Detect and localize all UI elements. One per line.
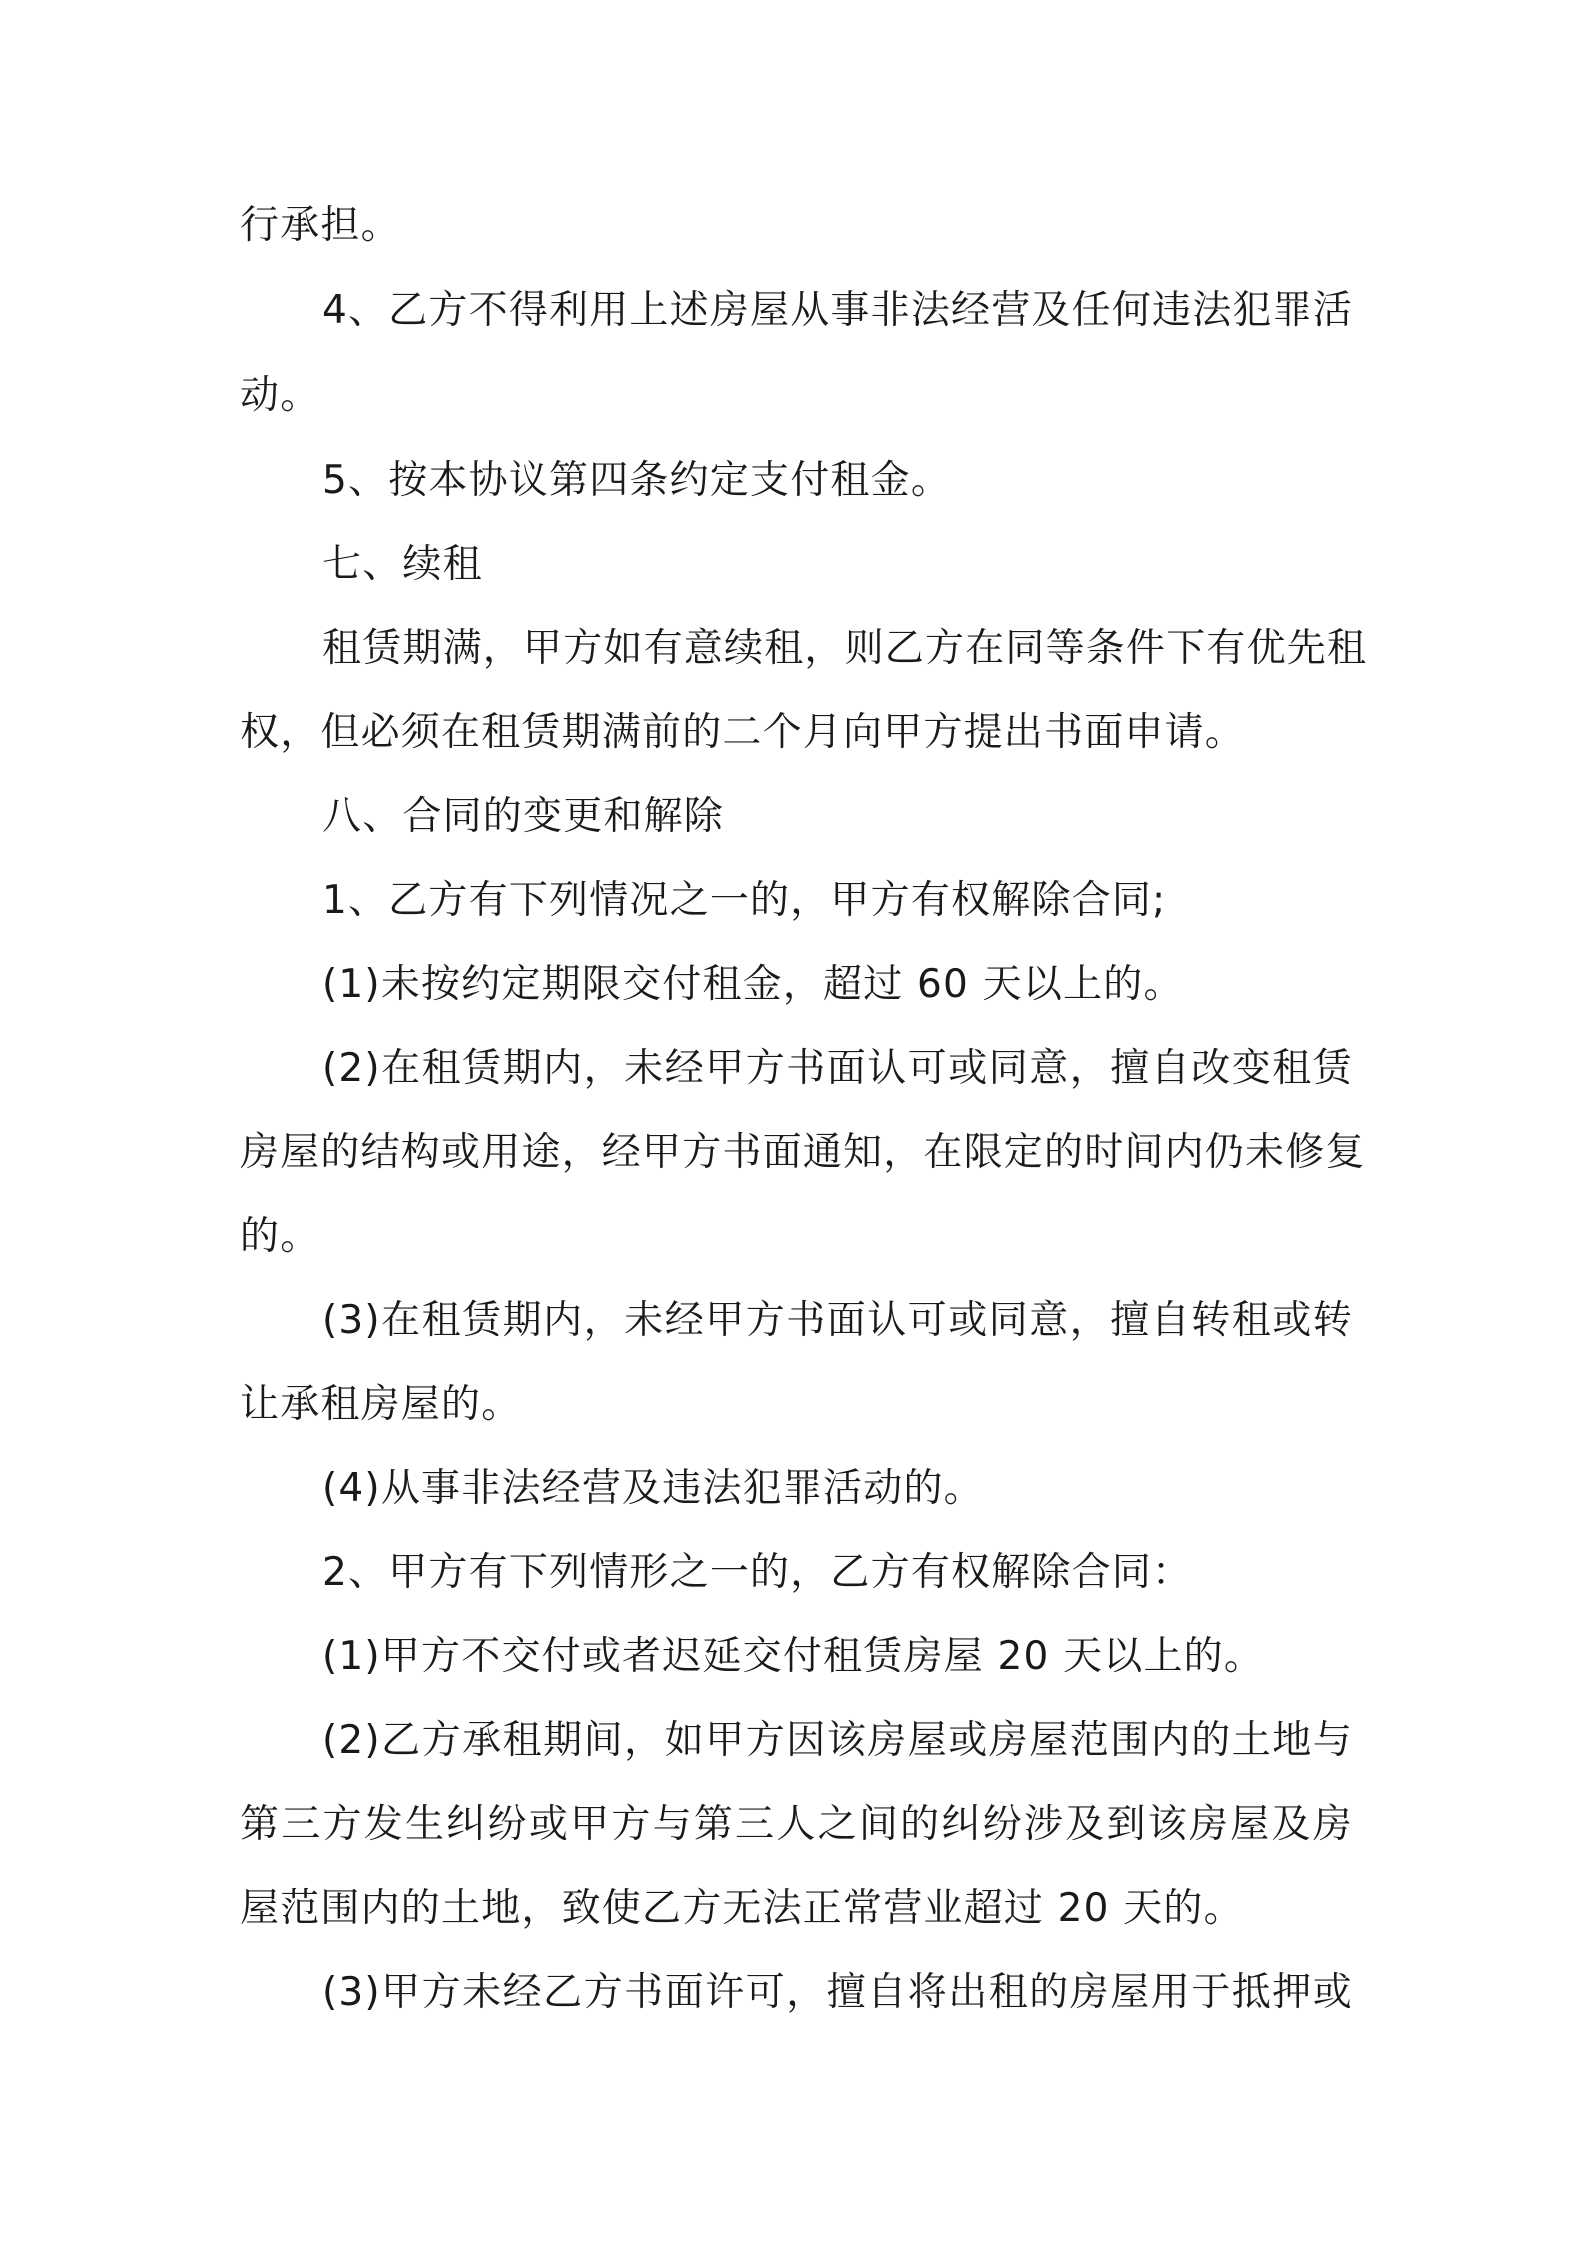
text-line: 5、按本协议第四条约定支付租金。 [322, 458, 952, 503]
section-heading: 八、合同的变更和解除 [322, 794, 725, 839]
text-line: 让承租房屋的。 [240, 1382, 522, 1427]
text-line: 的。 [240, 1214, 321, 1259]
text-line: 房屋的结构或用途，经甲方书面通知，在限定的时间内仍未修复 [240, 1130, 1366, 1175]
text-line: 行承担。 [240, 203, 401, 248]
text-line: 权，但必须在租赁期满前的二个月向甲方提出书面申请。 [240, 710, 1246, 755]
text-line: 第三方发生纠纷或甲方与第三人之间的纠纷涉及到该房屋及房 [240, 1802, 1353, 1847]
text-line: 1、乙方有下列情况之一的，甲方有权解除合同; [322, 878, 1167, 923]
text-line: (2)乙方承租期间，如甲方因该房屋或房屋范围内的土地与 [322, 1718, 1353, 1763]
text-line: (3)在租赁期内，未经甲方书面认可或同意，擅自转租或转 [322, 1298, 1353, 1343]
text-line: 租赁期满，甲方如有意续租，则乙方在同等条件下有优先租 [322, 626, 1368, 671]
text-line: 屋范围内的土地，致使乙方无法正常营业超过 20 天的。 [240, 1886, 1244, 1931]
text-line: (3)甲方未经乙方书面许可，擅自将出租的房屋用于抵押或 [322, 1970, 1353, 2015]
text-line: 动。 [240, 373, 321, 418]
text-line: 2、甲方有下列情形之一的，乙方有权解除合同： [322, 1550, 1193, 1595]
text-line: 4、乙方不得利用上述房屋从事非法经营及任何违法犯罪活 [322, 288, 1354, 333]
text-line: (1)未按约定期限交付租金，超过 60 天以上的。 [322, 962, 1184, 1007]
text-line: (2)在租赁期内，未经甲方书面认可或同意，擅自改变租赁 [322, 1046, 1353, 1091]
section-heading: 七、续租 [322, 542, 483, 587]
text-line: (4)从事非法经营及违法犯罪活动的。 [322, 1466, 984, 1511]
text-line: (1)甲方不交付或者迟延交付租赁房屋 20 天以上的。 [322, 1634, 1265, 1679]
